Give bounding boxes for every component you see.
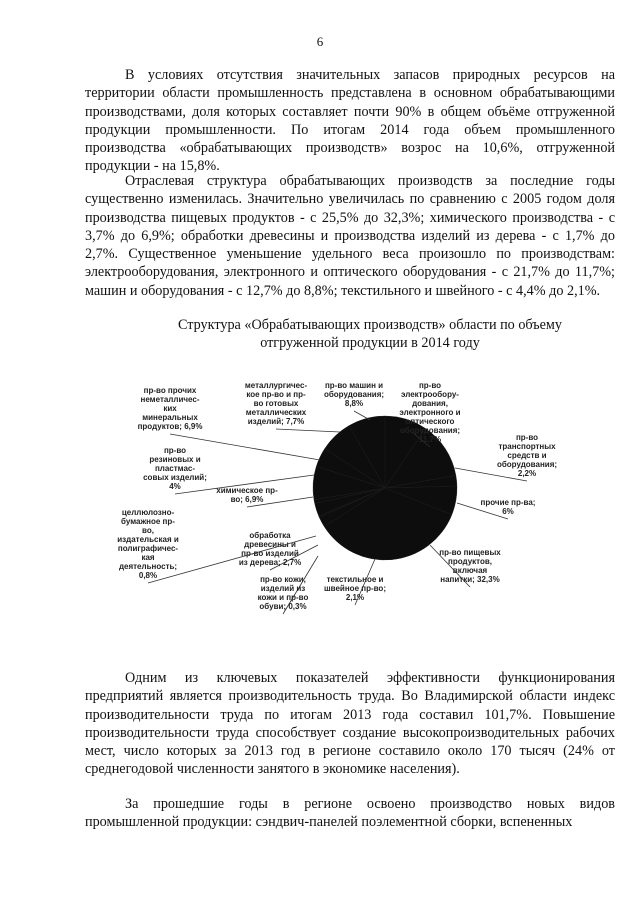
slice-label: пр-во транспортных средств и оборудования; 2,2% [496,433,558,478]
slice-label: химическое пр-во; 6,9% [216,486,278,504]
page-number: 6 [316,34,324,49]
slice-label: металлургичес-кое пр-во и пр-во готовых металлических изделий; 7,7% [244,381,308,426]
chart-title-line-2: отгруженной продукции в 2014 году [260,335,480,351]
leader-line [455,468,527,481]
paragraph-3: Одним из ключевых показателей эффективности функционирования предприятий является производительность труда. Во Владимирской области индекс производительности труда по итогам 2013 года составил 101,7%. Повышение производительности труда способствует создание высокопроизводительных рабочих мест, число которых за 2013 год в регионе составило около 170 тысяч (24% от среднегодовой численности занятого в экономике населения). [85,670,615,778]
slice-label: целлюлозно-бумажное пр-во, издательская и полиграфичес-кая деятельность; 0,8% [117,508,179,580]
slice-label: пр-во машин и оборудования; 8,8% [323,381,385,408]
slice-label: прочие пр-ва; 6% [480,498,536,516]
chart-title [85,316,640,352]
leader-line [276,429,340,432]
slice-label: пр-во прочих неметалличес-ких минеральных продуктов; 6,9% [137,386,203,431]
slice-label: пр-во пищевых продуктов, включая напитки; 32,3% [439,548,501,584]
chart-title-line-1: Структура «Обрабатывающих производств» области по объему [178,317,562,333]
pie-chart [0,360,640,660]
paragraph-2: Отраслевая структура обрабатывающих производств за последние годы существенно изменилась. Значительно увеличилась по сравнению с 2005 годом доля производства пищевых продуктов - с 25,5% до 32,3%; химического производства - с 3,7% до 6,9%; обработки древесины и производства изделий из дерева - с 1,7% до 2,7%. Существенное уменьшение удельного веса произошло по производствам: электрооборудования, электронного и оптического оборудования - с 21,7% до 11,7%; машин и оборудования - с 12,7% до 8,8%; текстильного и швейного - с 4,4% до 2,1%. [85,173,615,299]
slice-label: пр-во резиновых и пластмас-совых изделий; 4% [143,446,207,491]
leader-line [354,411,370,420]
slice-label: текстильное и швейное пр-во; 2,1% [324,575,386,602]
paragraph-4: За прошедшие годы в регионе освоено производство новых видов промышленной продукции: сэндвич-панелей поэлементной сборки, вспененных [85,796,615,831]
slice-label: обработка древесины и пр-во изделий из дерева; 2,7% [238,531,302,567]
paragraph-1: В условиях отсутствия значительных запасов природных ресурсов на территории области промышленность представлена в основном обрабатывающими производствами, доля которых составляет почти 90% в общем объёме отгруженной продукции промышленности. По итогам 2014 года объем промышленного производства «обрабатывающих производств» возрос на 10,6%, отгруженной продукции - на 15,8%. [85,67,615,175]
slice-label: пр-во кожи, изделий из кожи и пр-во обуви; 0,3% [257,575,309,611]
slice-label: пр-во электрообору-дования, электронного и оптического оборудования; 11,7% [399,381,461,444]
